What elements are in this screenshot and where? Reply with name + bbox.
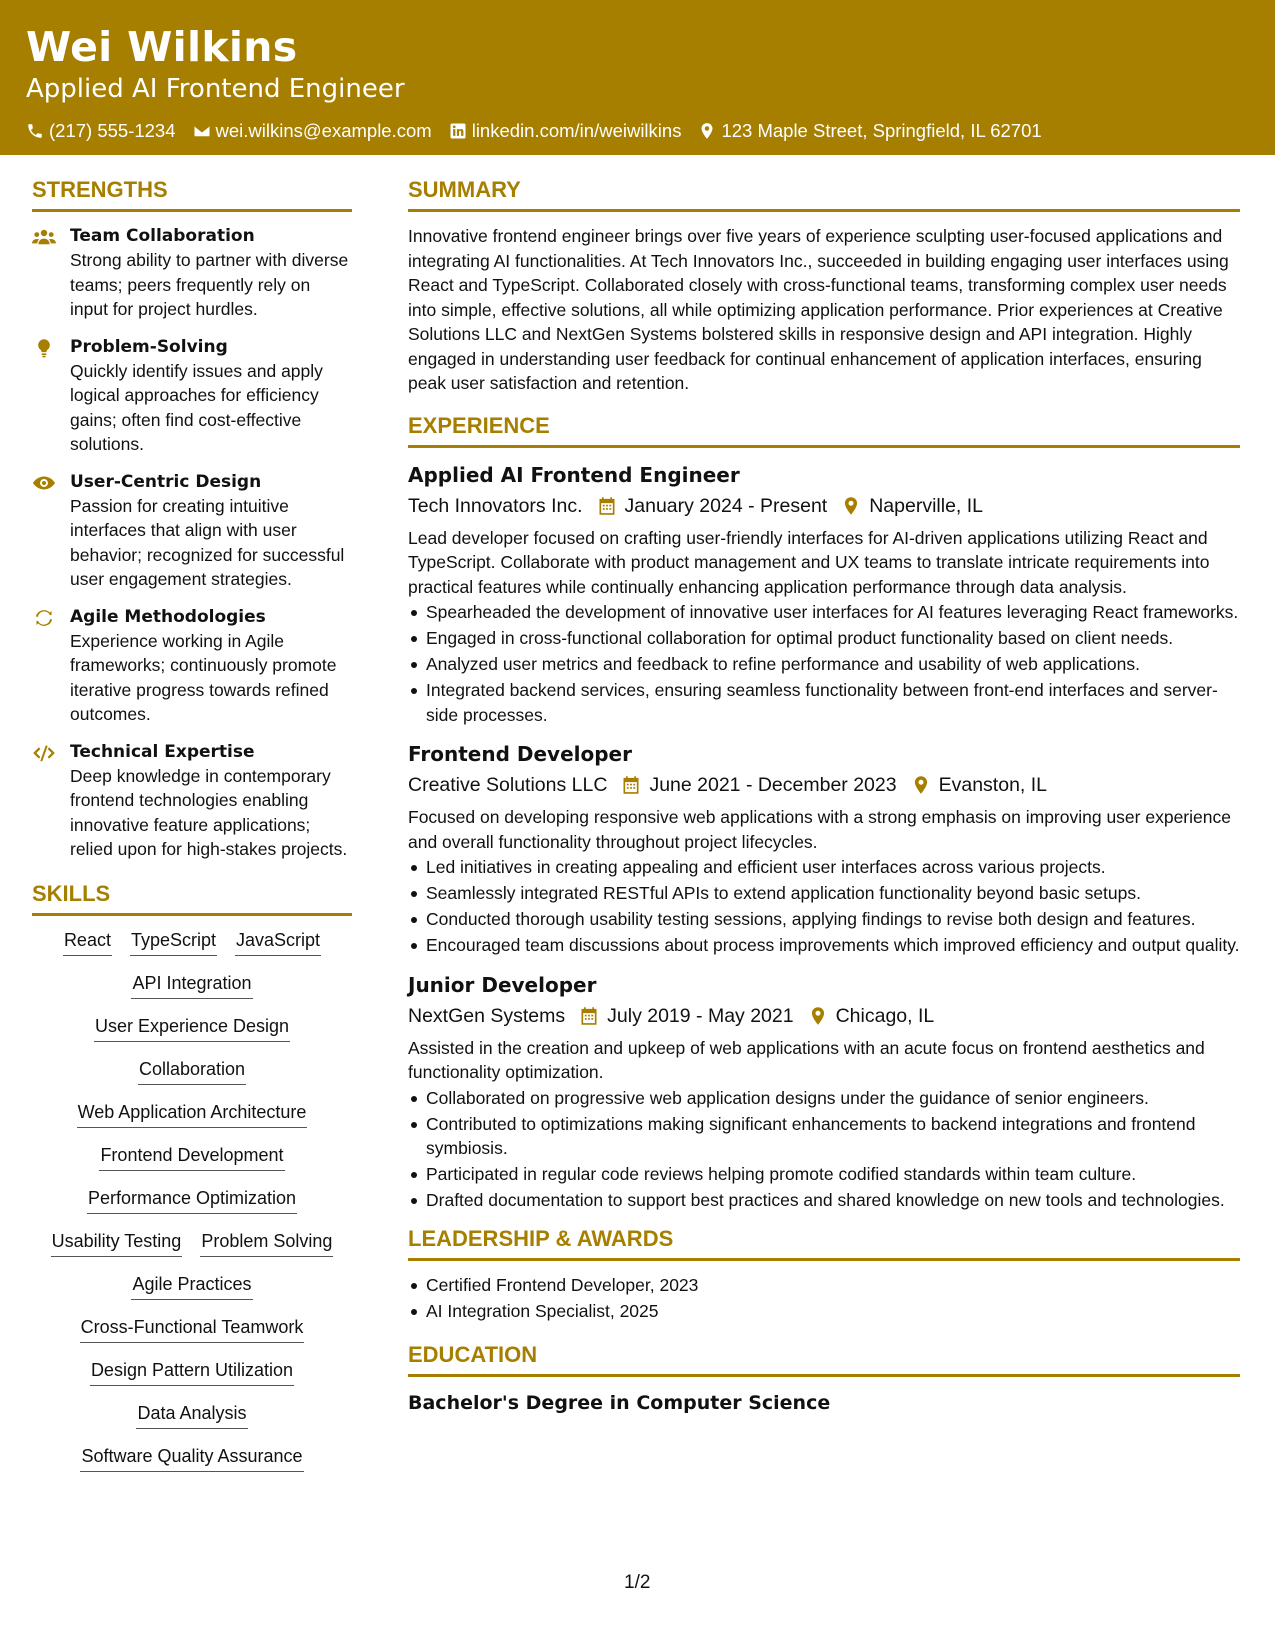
strengths-list xyxy=(32,224,352,862)
job-bullets xyxy=(408,600,1240,727)
skill-tag: Design Pattern Utilization xyxy=(90,1358,294,1386)
strength-item xyxy=(32,335,352,457)
job-dates: January 2024 - Present xyxy=(624,494,828,517)
strength-item xyxy=(32,224,352,322)
summary-text: Innovative frontend engineer brings over five years of experience sculpting user-focused applications and integrating AI functionalities. At Tech Innovators Inc., succeeded in building engaging user interfaces using React and TypeScript. Collaborated closely with cross-functional teams, transforming complex user needs into simple, effective solutions, all while optimizing application performance. Prior experiences at Creative Solutions LLC and NextGen Systems bolstered skills in responsive design and API integration. Highly engaged in understanding user feedback for continual enhancement of application interfaces, ensuring peak user satisfaction and retention. xyxy=(408,226,1229,393)
job-location: Evanston, IL xyxy=(938,774,1048,796)
skill-tag: User Experience Design xyxy=(94,1014,290,1042)
email-text: wei.wilkins@example.com xyxy=(215,120,432,141)
skill-tag: JavaScript xyxy=(235,928,321,956)
job-entry xyxy=(408,970,1240,1213)
job-location: Chicago, IL xyxy=(835,1004,935,1027)
job-description: Lead developer focused on crafting user-friendly interfaces for AI-driven applications utilizing React and TypeScript. Collaborate with product management and UX teams to translate intricate requirements into practical features while continually enhancing application performance through data analysis. xyxy=(408,527,1210,597)
skill-row xyxy=(32,971,352,999)
code-icon xyxy=(32,740,70,862)
job-title: Applied AI Frontend Engineer xyxy=(408,462,740,487)
strength-title: Agile Methodologies xyxy=(70,606,266,627)
strength-description: Passion for creating intuitive interfaces that align with user behavior; recognized for successful user engagement strategies. xyxy=(70,495,345,589)
skills-heading: SKILLS xyxy=(32,880,352,916)
skill-tag: Collaboration xyxy=(138,1057,246,1085)
skill-row xyxy=(32,1143,352,1171)
skill-tag: Problem Solving xyxy=(200,1229,333,1257)
phone-text: (217) 555-1234 xyxy=(49,120,176,141)
strength-title: Technical Expertise xyxy=(70,741,255,762)
left-column xyxy=(32,176,352,1487)
skill-row xyxy=(32,1272,352,1300)
candidate-role: Applied AI Frontend Engineer xyxy=(26,74,405,104)
strength-description: Experience working in Agile frameworks; continuously promote iterative progress towards refined outcomes. xyxy=(70,630,337,724)
strengths-heading: STRENGTHS xyxy=(32,176,352,212)
experience-heading: EXPERIENCE xyxy=(408,412,1240,448)
strength-title: User-Centric Design xyxy=(70,471,262,492)
job-meta xyxy=(408,769,1240,801)
job-bullet: Seamlessly integrated RESTful APIs to extend application functionality beyond basic setups. xyxy=(408,881,1240,906)
strength-description: Strong ability to partner with diverse teams; peers frequently rely on input for project hurdles. xyxy=(70,250,349,319)
skill-row xyxy=(32,1401,352,1429)
map-pin-icon xyxy=(911,775,931,795)
candidate-name: Wei Wilkins xyxy=(26,23,298,71)
skill-tag: Software Quality Assurance xyxy=(80,1444,303,1472)
skill-tag: TypeScript xyxy=(130,928,217,956)
calendar-icon xyxy=(621,775,641,795)
skill-tag: Frontend Development xyxy=(99,1143,284,1171)
strength-item xyxy=(32,605,352,727)
job-bullets xyxy=(408,1086,1240,1213)
right-column xyxy=(408,176,1240,1417)
skill-tag: Data Analysis xyxy=(136,1401,247,1429)
page-number: 1/2 xyxy=(624,1572,651,1593)
job-title: Junior Developer xyxy=(408,972,597,997)
job-bullet: Participated in regular code reviews helping promote codified standards within team culture. xyxy=(408,1162,1240,1187)
job-meta xyxy=(408,490,1240,522)
experience-list xyxy=(408,460,1240,1213)
job-title: Frontend Developer xyxy=(408,742,632,766)
job-bullets xyxy=(408,855,1240,958)
skill-tag: React xyxy=(63,928,112,956)
lightbulb-icon xyxy=(32,335,70,457)
skill-tag: Usability Testing xyxy=(51,1229,183,1257)
strength-description: Deep knowledge in contemporary frontend technologies enabling innovative feature applications; relied upon for high-stakes projects. xyxy=(70,765,348,859)
contact-linkedin[interactable] xyxy=(449,120,682,142)
map-pin-icon xyxy=(841,496,861,516)
address-text: 123 Maple Street, Springfield, IL 62701 xyxy=(721,120,1042,141)
strength-item xyxy=(32,470,352,592)
job-bullet: Integrated backend services, ensuring seamless functionality between front-end interfaces and server-side processes. xyxy=(408,678,1240,727)
skill-row xyxy=(32,1444,352,1472)
linkedin-text: linkedin.com/in/weiwilkins xyxy=(471,120,682,141)
skill-row xyxy=(32,1057,352,1085)
map-pin-icon xyxy=(698,122,716,140)
contact-bar xyxy=(26,120,1249,142)
job-bullet: Analyzed user metrics and feedback to refine performance and usability of web applications. xyxy=(408,652,1240,677)
resume-header xyxy=(0,0,1275,155)
award-item: Certified Frontend Developer, 2023 xyxy=(408,1273,1240,1298)
strength-description: Quickly identify issues and apply logical approaches for efficiency gains; often find cost-effective solutions. xyxy=(70,360,323,454)
job-bullet: Encouraged team discussions about process improvements which improved efficiency and output quality. xyxy=(408,933,1240,958)
job-meta xyxy=(408,1000,1240,1032)
award-item: AI Integration Specialist, 2025 xyxy=(408,1299,1240,1324)
job-company: NextGen Systems xyxy=(408,1004,566,1027)
job-company: Tech Innovators Inc. xyxy=(408,494,583,517)
skill-tag: API Integration xyxy=(131,971,252,999)
job-dates: July 2019 - May 2021 xyxy=(607,1004,794,1027)
contact-email[interactable] xyxy=(193,120,432,142)
job-bullet: Contributed to optimizations making significant enhancements to backend integrations and frontend symbiosis. xyxy=(408,1112,1240,1161)
awards-heading: LEADERSHIP & AWARDS xyxy=(408,1225,1240,1261)
skill-tag: Agile Practices xyxy=(131,1272,252,1300)
job-bullet: Engaged in cross-functional collaboration for optimal product functionality based on client needs. xyxy=(408,626,1240,651)
job-bullet: Drafted documentation to support best practices and shared knowledge on new tools and technologies. xyxy=(408,1188,1240,1213)
education-heading: EDUCATION xyxy=(408,1341,1240,1377)
users-icon xyxy=(32,224,70,322)
skill-row xyxy=(32,1014,352,1042)
job-bullet: Led initiatives in creating appealing and efficient user interfaces across various projects. xyxy=(408,855,1240,880)
skill-tag: Cross-Functional Teamwork xyxy=(80,1315,305,1343)
contact-phone[interactable] xyxy=(26,120,176,142)
summary-heading: SUMMARY xyxy=(408,176,1240,212)
job-bullet: Collaborated on progressive web application designs under the guidance of senior engineers. xyxy=(408,1086,1240,1111)
job-description: Assisted in the creation and upkeep of web applications with an acute focus on frontend aesthetics and functionality optimization. xyxy=(408,1037,1205,1082)
job-entry xyxy=(408,460,1240,728)
skill-tag: Web Application Architecture xyxy=(77,1100,308,1128)
skill-row xyxy=(32,1100,352,1128)
job-location: Naperville, IL xyxy=(869,494,984,517)
job-bullet: Spearheaded the development of innovative user interfaces for AI features leveraging React frameworks. xyxy=(408,600,1240,625)
envelope-icon xyxy=(193,122,211,140)
strength-item xyxy=(32,740,352,862)
job-company: Creative Solutions LLC xyxy=(408,774,608,796)
calendar-icon xyxy=(597,496,617,516)
sync-icon xyxy=(32,605,70,727)
job-dates: June 2021 - December 2023 xyxy=(649,774,897,796)
strength-title: Problem-Solving xyxy=(70,336,228,357)
skill-row xyxy=(32,1315,352,1343)
skill-tag: Performance Optimization xyxy=(87,1186,297,1214)
contact-address xyxy=(698,120,1041,142)
skill-row xyxy=(32,1229,352,1257)
job-bullet: Conducted thorough usability testing sessions, applying findings to revise both design and features. xyxy=(408,907,1240,932)
phone-icon xyxy=(26,122,44,140)
skills-list xyxy=(32,928,352,1472)
strength-title: Team Collaboration xyxy=(70,226,255,246)
skill-row xyxy=(32,1186,352,1214)
job-description: Focused on developing responsive web applications with a strong emphasis on improving user experience and overall functionality throughout project lifecycles. xyxy=(408,807,1231,852)
skill-row xyxy=(32,928,352,956)
calendar-icon xyxy=(579,1006,599,1026)
awards-list xyxy=(408,1273,1240,1324)
skill-row xyxy=(32,1358,352,1386)
eye-icon xyxy=(32,470,70,592)
linkedin-icon xyxy=(449,122,467,140)
education-degree: Bachelor's Degree in Computer Science xyxy=(408,1392,831,1414)
job-entry xyxy=(408,739,1240,958)
map-pin-icon xyxy=(808,1006,828,1026)
